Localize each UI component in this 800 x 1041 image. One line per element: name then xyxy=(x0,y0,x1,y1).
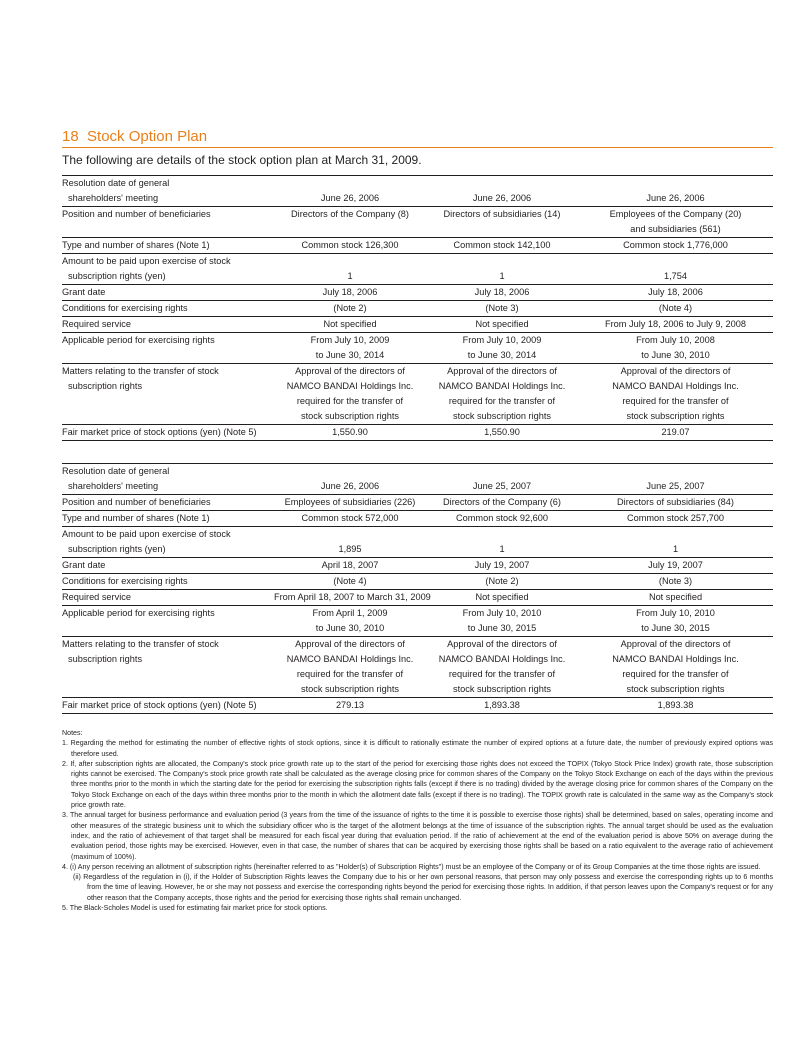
table-row xyxy=(62,667,773,682)
table-row xyxy=(62,606,773,622)
table-cell: Common stock 92,600 xyxy=(426,511,578,527)
table-cell: stock subscription rights xyxy=(578,682,773,698)
table-row xyxy=(62,394,773,409)
table-cell: required for the transfer of xyxy=(622,669,729,679)
table-cell: From July 10, 2008 xyxy=(636,335,715,345)
table-cell: 1 xyxy=(274,269,426,285)
row-label: subscription rights xyxy=(68,654,143,664)
row-label: Type and number of shares (Note 1) xyxy=(62,238,274,254)
row-label: Fair market price of stock options (yen) (Note 5) xyxy=(62,698,274,714)
table-cell: Directors of subsidiaries (84) xyxy=(578,495,773,511)
table-cell: June 25, 2007 xyxy=(578,479,773,495)
table-cell: required for the transfer of xyxy=(296,669,404,679)
stock-option-table-2 xyxy=(62,463,773,714)
row-label: Type and number of shares (Note 1) xyxy=(62,511,274,527)
table-row xyxy=(62,464,773,480)
row-label: Matters relating to the transfer of stock xyxy=(62,366,219,376)
table-cell: Common stock 1,776,000 xyxy=(578,238,773,254)
table-cell: to June 30, 2015 xyxy=(578,621,773,637)
table-cell: Approval of the directors of xyxy=(295,366,405,376)
table-cell: April 18, 2007 xyxy=(274,558,426,574)
table-cell: (Note 3) xyxy=(426,301,578,317)
table-cell: From July 10, 2009 xyxy=(462,335,542,345)
table-cell: 1,895 xyxy=(274,542,426,558)
table-cell: 1,550.90 xyxy=(426,425,578,441)
table-cell: (Note 4) xyxy=(578,301,773,317)
table-cell: stock subscription rights xyxy=(274,682,426,698)
table-row xyxy=(62,621,773,637)
table-cell: July 18, 2006 xyxy=(426,285,578,301)
table-cell: NAMCO BANDAI Holdings Inc. xyxy=(438,381,566,391)
note-1: 1. Regarding the method for estimating the number of effective rights of stock options, since it is difficult to rationally estimate the number of expired options at a future date, the number of previously expired options was therefore used. xyxy=(62,739,773,758)
table-cell: Approval of the directors of xyxy=(620,366,731,376)
table-row xyxy=(62,191,773,207)
table-cell: Approval of the directors of xyxy=(620,639,731,649)
row-label: Matters relating to the transfer of stock xyxy=(62,639,219,649)
table-cell: 219.07 xyxy=(578,425,773,441)
table-cell: Common stock 142,100 xyxy=(426,238,578,254)
notes-section xyxy=(62,728,773,913)
table-cell: required for the transfer of xyxy=(622,396,729,406)
table-cell: July 19, 2007 xyxy=(426,558,578,574)
row-label: Required service xyxy=(62,317,274,333)
table-cell: 1 xyxy=(426,542,578,558)
table-cell: required for the transfer of xyxy=(296,396,404,406)
table-cell: From April 18, 2007 to March 31, 2009 xyxy=(274,590,426,606)
table-cell: 1,754 xyxy=(578,269,773,285)
table-cell: (Note 2) xyxy=(426,574,578,590)
table-cell: June 26, 2006 xyxy=(274,191,426,207)
table-cell: stock subscription rights xyxy=(426,409,578,425)
row-label: Resolution date of general xyxy=(62,176,274,192)
table-cell: (Note 2) xyxy=(274,301,426,317)
row-label: Position and number of beneficiaries xyxy=(62,495,274,511)
row-label: Conditions for exercising rights xyxy=(62,574,274,590)
table-cell: to June 30, 2010 xyxy=(578,348,773,364)
table-cell: 1,893.38 xyxy=(578,698,773,714)
table-cell: Approval of the directors of xyxy=(447,366,557,376)
table-row xyxy=(62,698,773,714)
table-cell: required for the transfer of xyxy=(448,669,556,679)
table-cell: June 26, 2006 xyxy=(578,191,773,207)
row-label: Position and number of beneficiaries xyxy=(62,209,211,219)
row-label: subscription rights xyxy=(68,381,143,391)
table-cell: 279.13 xyxy=(274,698,426,714)
stock-option-table-1 xyxy=(62,175,773,441)
row-label: shareholders' meeting xyxy=(68,193,159,203)
table-row xyxy=(62,479,773,495)
table-cell: to June 30, 2014 xyxy=(274,348,426,364)
table-row xyxy=(62,495,773,511)
table-row xyxy=(62,317,773,333)
table-cell: to June 30, 2010 xyxy=(274,621,426,637)
table-row xyxy=(62,590,773,606)
table-cell: NAMCO BANDAI Holdings Inc. xyxy=(612,654,739,664)
table-cell: 1,893.38 xyxy=(426,698,578,714)
table-row xyxy=(62,238,773,254)
table-cell: Employees of subsidiaries (226) xyxy=(274,495,426,511)
table-cell: stock subscription rights xyxy=(426,682,578,698)
row-label: Grant date xyxy=(62,558,274,574)
table-cell: June 25, 2007 xyxy=(426,479,578,495)
table-row xyxy=(62,379,773,394)
table-row xyxy=(62,254,773,270)
table-row xyxy=(62,409,773,425)
row-label: Conditions for exercising rights xyxy=(62,301,274,317)
table-row xyxy=(62,364,773,380)
row-label: Amount to be paid upon exercise of stock xyxy=(62,529,231,539)
notes-heading: Notes: xyxy=(62,729,83,737)
table-row xyxy=(62,558,773,574)
table-row xyxy=(62,176,773,192)
note-4-i: 4. (i) Any person receiving an allotment of subscription rights (hereinafter referred to as "Holder(s) of Subscription Rights") must be an employee of the Company or of its Group Companies at the time those rights are issued. xyxy=(62,862,761,871)
row-label: shareholders' meeting xyxy=(68,481,159,491)
table-cell: From July 10, 2010 xyxy=(636,608,715,618)
table-row xyxy=(62,527,773,543)
table-cell: From July 18, 2006 to July 9, 2008 xyxy=(578,317,773,333)
table-cell: Not specified xyxy=(274,317,426,333)
row-label: Grant date xyxy=(62,285,274,301)
table-row xyxy=(62,222,773,238)
table-cell: July 18, 2006 xyxy=(578,285,773,301)
table-row xyxy=(62,682,773,698)
table-cell: to June 30, 2015 xyxy=(426,621,578,637)
row-label: subscription rights (yen) xyxy=(68,544,166,554)
table-cell: 1 xyxy=(578,542,773,558)
table-cell: stock subscription rights xyxy=(274,409,426,425)
table-cell: July 19, 2007 xyxy=(578,558,773,574)
table-cell: Directors of subsidiaries (14) xyxy=(443,209,561,219)
row-label: Applicable period for exercising rights xyxy=(62,608,215,618)
table-row xyxy=(62,637,773,653)
table-row xyxy=(62,348,773,364)
row-label: subscription rights (yen) xyxy=(68,271,166,281)
table-row xyxy=(62,652,773,667)
table-row xyxy=(62,574,773,590)
table-cell: Employees of the Company (20) xyxy=(609,209,742,219)
table-cell: Common stock 572,000 xyxy=(274,511,426,527)
table-cell: June 26, 2006 xyxy=(274,479,426,495)
note-5: 5. The Black-Scholes Model is used for estimating fair market price for stock options. xyxy=(62,904,328,913)
note-4-ii: (ii) Regardless of the regulation in (i), if the Holder of Subscription Rights leaves the Company due to his or her own personal reasons, that person may only possess and exercise the corresponding rights up to 6 months from the time of leaving. However, he or she may not possess and exercise the corresponding rights beyond the period for exercising those rights. In addition, if that person leaves upon the Company's request or for any other reason that the Company accepts, those rights and the period for exercising those rights shall remain unchanged. xyxy=(73,873,773,902)
table-cell: From July 10, 2009 xyxy=(310,335,390,345)
table-cell: Approval of the directors of xyxy=(295,639,405,649)
table-cell: and subsidiaries (561) xyxy=(578,222,773,238)
table-cell: Approval of the directors of xyxy=(447,639,557,649)
row-label: Applicable period for exercising rights xyxy=(62,335,215,345)
table-cell: July 18, 2006 xyxy=(274,285,426,301)
table-cell: Not specified xyxy=(426,317,578,333)
table-cell: Directors of the Company (6) xyxy=(426,495,578,511)
section-number: 18 xyxy=(62,128,79,145)
note-3: 3. The annual target for business performance and evaluation period (3 years from the time of the issuance of rights to the time it is possible to exercise those rights) shall be determined, based on sales, operating income and other measures of the strategic business unit to which the subsidiary officer who is the target of the allotment belongs at the time of issuance of the subscription rights. The annual target should be used as the evaluation index, and the ratio of achievement of that target shall be measured for each fiscal year during that evaluation period. If the ratio of achievement at the end of the evaluation period is above 50% on average during the evaluation period, those rights may be exercised. However, even in that case, the number of shares that can be acquired by exercising those rights shall be based on a ratio equivalent to the average ratio of achievement (maximum of 100%). xyxy=(62,811,773,861)
intro-text: The following are details of the stock option plan at March 31, 2009. xyxy=(62,153,422,167)
table-cell: 1 xyxy=(426,269,578,285)
row-label: Fair market price of stock options (yen) (Note 5) xyxy=(62,425,274,441)
table-cell: June 26, 2006 xyxy=(426,191,578,207)
stock-option-section xyxy=(62,128,773,913)
table-cell: Not specified xyxy=(578,590,773,606)
table-row xyxy=(62,285,773,301)
note-2: 2. If, after subscription rights are allocated, the Company's stock price growth rate up to the start of the period for exercising those rights does not exceed the TOPIX (Tokyo Stock Price Index) growth rate, those subscription rights cannot be exercised. The Company's stock price growth rate shall be calculated as the average closing price for common shares of the Company on the Tokyo Stock Exchange on each of the days within the previous three months prior to the month in which the starting date for the period for exercising the subscription rights falls (except if there is no trading) divided by the average closing price for common shares of the Company on the Tokyo Stock Exchange on each of the days within three months prior to the month in which the allotment date falls (except if there is no trading). The TOPIX growth rate is calculated in the same way as the Company's stock price growth rate. xyxy=(62,759,773,810)
table-cell: NAMCO BANDAI Holdings Inc. xyxy=(612,381,739,391)
table-cell: From April 1, 2009 xyxy=(312,608,388,618)
table-cell: to June 30, 2014 xyxy=(426,348,578,364)
section-heading xyxy=(62,128,773,148)
table-row xyxy=(62,511,773,527)
table-cell: Common stock 257,700 xyxy=(578,511,773,527)
table-row xyxy=(62,207,773,223)
table-cell: (Note 3) xyxy=(578,574,773,590)
table-cell: 1,550.90 xyxy=(274,425,426,441)
table-row xyxy=(62,542,773,558)
table-cell: From July 10, 2010 xyxy=(462,608,542,618)
row-label: Required service xyxy=(62,590,274,606)
row-label: Resolution date of general xyxy=(62,464,274,480)
table-cell: NAMCO BANDAI Holdings Inc. xyxy=(286,654,414,664)
table-row xyxy=(62,269,773,285)
table-cell: stock subscription rights xyxy=(578,409,773,425)
table-row xyxy=(62,301,773,317)
table-cell: NAMCO BANDAI Holdings Inc. xyxy=(286,381,414,391)
row-label: Amount to be paid upon exercise of stock xyxy=(62,256,231,266)
table-cell: NAMCO BANDAI Holdings Inc. xyxy=(438,654,566,664)
table-cell: (Note 4) xyxy=(274,574,426,590)
table-cell: required for the transfer of xyxy=(448,396,556,406)
section-title: Stock Option Plan xyxy=(87,128,208,145)
table-cell: Not specified xyxy=(426,590,578,606)
table-row xyxy=(62,333,773,349)
table-row xyxy=(62,425,773,441)
table-cell: Directors of the Company (8) xyxy=(291,209,409,219)
table-cell: Common stock 126,300 xyxy=(274,238,426,254)
